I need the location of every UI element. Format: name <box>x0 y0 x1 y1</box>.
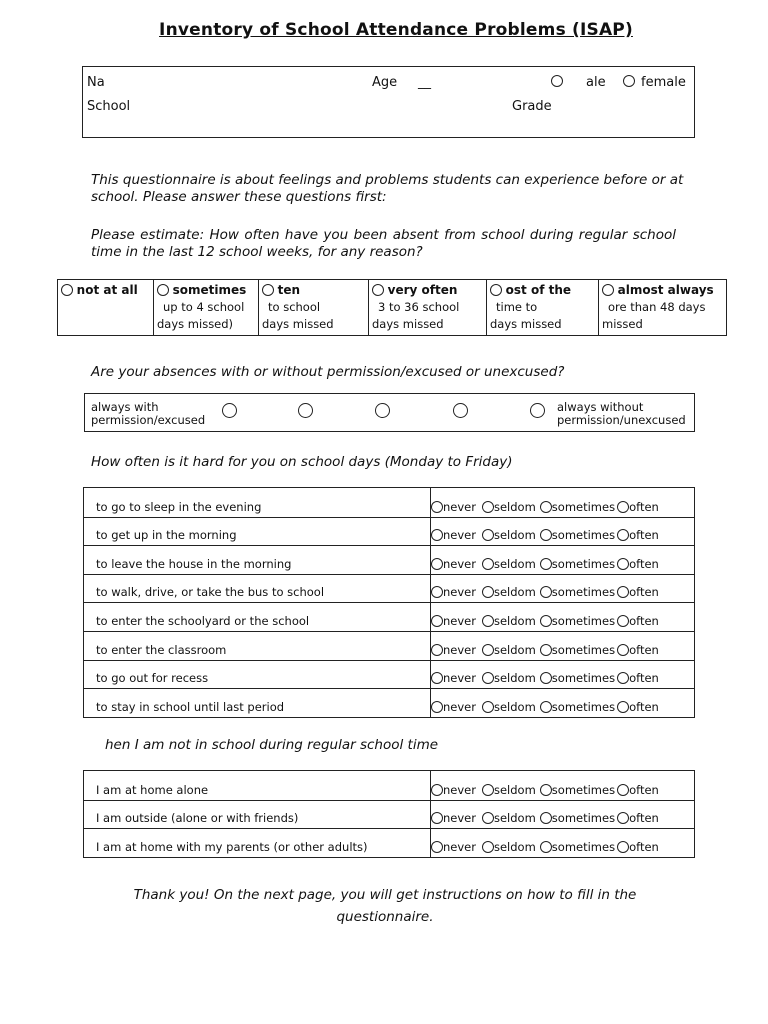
where-option-sometimes[interactable] <box>540 783 615 797</box>
where-option-seldom[interactable] <box>482 840 536 854</box>
option-label: sometimes <box>551 642 616 657</box>
rating-options <box>431 500 661 517</box>
option-label: never <box>443 782 476 797</box>
option-label: often <box>629 585 659 600</box>
question-permission: Are your absences with or without permission/excused or unexcused? <box>91 364 565 380</box>
question-hard: How often is it hard for you on school days (Monday to Friday) <box>91 454 513 470</box>
radio-never[interactable] <box>431 501 443 513</box>
radio-never[interactable] <box>431 644 443 656</box>
radio-often[interactable] <box>617 586 629 598</box>
hard-option-often[interactable] <box>617 643 659 657</box>
where-option-never[interactable] <box>431 783 476 797</box>
option-label: seldom <box>493 671 536 686</box>
radio-sometimes[interactable] <box>540 841 552 853</box>
absence-option-1[interactable] <box>153 280 258 335</box>
rating-options <box>431 783 661 800</box>
female-radio[interactable] <box>623 75 635 87</box>
radio-never[interactable] <box>431 586 443 598</box>
option-label: never <box>443 528 476 543</box>
option-title: almost always <box>617 283 714 297</box>
absence-radio[interactable] <box>157 284 169 296</box>
radio-seldom[interactable] <box>482 841 494 853</box>
option-label: seldom <box>493 499 536 514</box>
hard-option-sometimes[interactable] <box>540 700 615 714</box>
page-title: Inventory of School Attendance Problems (ISAP) <box>159 20 633 40</box>
option-label: seldom <box>493 839 536 854</box>
hard-option-often[interactable] <box>617 557 659 571</box>
radio-often[interactable] <box>617 672 629 684</box>
radio-sometimes[interactable] <box>540 701 552 713</box>
radio-sometimes[interactable] <box>540 615 552 627</box>
hard-option-seldom[interactable] <box>482 585 536 599</box>
hard-option-seldom[interactable] <box>482 557 536 571</box>
hard-option-never[interactable] <box>431 528 476 542</box>
table-row <box>84 688 694 717</box>
permission-radio-5[interactable] <box>530 403 545 418</box>
radio-sometimes[interactable] <box>540 586 552 598</box>
option-title: sometimes <box>172 283 247 297</box>
option-label: never <box>443 671 476 686</box>
radio-sometimes[interactable] <box>540 672 552 684</box>
where-option-sometimes[interactable] <box>540 840 615 854</box>
option-label: never <box>443 556 476 571</box>
option-label: often <box>629 642 659 657</box>
hard-option-seldom[interactable] <box>482 500 536 514</box>
radio-never[interactable] <box>431 701 443 713</box>
where-option-sometimes[interactable] <box>540 811 615 825</box>
radio-never[interactable] <box>431 615 443 627</box>
radio-seldom[interactable] <box>482 558 494 570</box>
table-row <box>84 771 694 800</box>
hard-option-never[interactable] <box>431 500 476 514</box>
option-label: sometimes <box>551 585 616 600</box>
where-option-seldom[interactable] <box>482 783 536 797</box>
table-row <box>84 828 694 857</box>
radio-never[interactable] <box>431 841 443 853</box>
hard-option-never[interactable] <box>431 585 476 599</box>
option-label: sometimes <box>551 782 616 797</box>
table-row <box>84 800 694 829</box>
hard-option-sometimes[interactable] <box>540 671 615 685</box>
option-detail-2: missed <box>602 317 643 331</box>
radio-seldom[interactable] <box>482 529 494 541</box>
option-label: never <box>443 699 476 714</box>
option-title: ost of the <box>505 283 572 297</box>
absence-option-4[interactable] <box>486 280 598 335</box>
permission-radio-1[interactable] <box>222 403 237 418</box>
option-detail: ore than 48 days <box>608 300 706 314</box>
absence-option-0[interactable] <box>57 280 153 335</box>
option-title: ten <box>277 283 301 297</box>
table-row <box>84 545 694 574</box>
rating-options <box>431 643 661 660</box>
item-label: to walk, drive, or take the bus to school <box>84 575 431 603</box>
option-label: sometimes <box>551 699 616 714</box>
option-label: often <box>629 499 659 514</box>
option-label: never <box>443 811 476 826</box>
hard-table <box>83 487 695 718</box>
permission-right-label-2: permission/unexcused <box>557 413 686 427</box>
hard-option-seldom[interactable] <box>482 528 536 542</box>
hard-option-never[interactable] <box>431 643 476 657</box>
hard-option-often[interactable] <box>617 700 659 714</box>
item-label: I am outside (alone or with friends) <box>84 801 431 829</box>
radio-never[interactable] <box>431 812 443 824</box>
option-label: sometimes <box>551 528 616 543</box>
option-label: often <box>629 528 659 543</box>
option-label: sometimes <box>551 499 616 514</box>
option-title: very often <box>387 283 458 297</box>
radio-never[interactable] <box>431 558 443 570</box>
option-detail-2: days missed) <box>157 317 234 331</box>
where-option-often[interactable] <box>617 783 659 797</box>
radio-seldom[interactable] <box>482 644 494 656</box>
where-table <box>83 770 695 858</box>
male-radio[interactable] <box>551 75 563 87</box>
female-label: female <box>641 75 686 90</box>
hard-option-seldom[interactable] <box>482 671 536 685</box>
radio-never[interactable] <box>431 672 443 684</box>
item-label: to go to sleep in the evening <box>84 488 431 517</box>
question-absence: Please estimate: How often have you been absent from school during regular school time in the last 12 school weeks, for any reason? <box>91 227 676 260</box>
radio-seldom[interactable] <box>482 784 494 796</box>
rating-options <box>431 557 661 574</box>
absence-frequency-options <box>57 279 727 336</box>
option-detail: up to 4 school <box>163 300 245 314</box>
absence-radio[interactable] <box>61 284 73 296</box>
option-label: sometimes <box>551 613 616 628</box>
hard-option-sometimes[interactable] <box>540 614 615 628</box>
rating-options <box>431 585 661 602</box>
option-detail-2: days missed <box>372 317 444 331</box>
radio-sometimes[interactable] <box>540 784 552 796</box>
radio-often[interactable] <box>617 701 629 713</box>
option-label: never <box>443 839 476 854</box>
table-row <box>84 660 694 689</box>
option-label: never <box>443 642 476 657</box>
rating-options <box>431 700 661 717</box>
option-label: seldom <box>493 613 536 628</box>
school-label: School <box>87 99 131 114</box>
option-detail-2: days missed <box>262 317 334 331</box>
hard-option-sometimes[interactable] <box>540 500 615 514</box>
item-label: I am at home with my parents (or other adults) <box>84 829 431 857</box>
option-label: often <box>629 699 659 714</box>
option-label: often <box>629 839 659 854</box>
radio-seldom[interactable] <box>482 672 494 684</box>
absence-radio[interactable] <box>490 284 502 296</box>
hard-option-never[interactable] <box>431 700 476 714</box>
radio-seldom[interactable] <box>482 615 494 627</box>
item-label: to go out for recess <box>84 661 431 689</box>
option-title: not at all <box>76 283 138 297</box>
name-label: Na <box>87 75 105 90</box>
item-label: I am at home alone <box>84 771 431 800</box>
permission-left-label-2: permission/excused <box>91 413 206 427</box>
age-label[interactable]: Age <box>372 75 398 90</box>
hard-option-never[interactable] <box>431 671 476 685</box>
hard-option-seldom[interactable] <box>482 614 536 628</box>
hard-option-often[interactable] <box>617 528 659 542</box>
option-label: often <box>629 671 659 686</box>
item-label: to enter the classroom <box>84 632 431 660</box>
hard-option-sometimes[interactable] <box>540 643 615 657</box>
hard-option-sometimes[interactable] <box>540 528 615 542</box>
radio-seldom[interactable] <box>482 701 494 713</box>
rating-options <box>431 811 661 828</box>
option-label: sometimes <box>551 556 616 571</box>
radio-never[interactable] <box>431 529 443 541</box>
option-detail: 3 to 36 school <box>378 300 460 314</box>
thanks-text: Thank you! On the next page, you will get instructions on how to fill in the questionnaire. <box>133 887 637 925</box>
radio-never[interactable] <box>431 784 443 796</box>
hard-option-often[interactable] <box>617 500 659 514</box>
radio-sometimes[interactable] <box>540 644 552 656</box>
option-detail: time to <box>496 300 538 314</box>
item-label: to enter the schoolyard or the school <box>84 603 431 631</box>
option-label: seldom <box>493 811 536 826</box>
radio-often[interactable] <box>617 501 629 513</box>
student-info-box <box>82 66 695 138</box>
where-option-never[interactable] <box>431 811 476 825</box>
table-row <box>84 602 694 631</box>
rating-options <box>431 528 661 545</box>
permission-radio-3[interactable] <box>375 403 390 418</box>
permission-scale <box>84 393 695 432</box>
hard-option-seldom[interactable] <box>482 643 536 657</box>
table-row <box>84 631 694 660</box>
hard-option-often[interactable] <box>617 671 659 685</box>
permission-right-label: always without <box>557 400 644 414</box>
table-row <box>84 517 694 546</box>
radio-often[interactable] <box>617 784 629 796</box>
option-label: sometimes <box>551 671 616 686</box>
radio-seldom[interactable] <box>482 586 494 598</box>
absence-radio[interactable] <box>372 284 384 296</box>
radio-sometimes[interactable] <box>540 501 552 513</box>
permission-left-label: always with <box>91 400 159 414</box>
rating-options <box>431 614 661 631</box>
absence-option-2[interactable] <box>258 280 368 335</box>
absence-option-3[interactable] <box>368 280 486 335</box>
option-label: seldom <box>493 782 536 797</box>
item-label: to stay in school until last period <box>84 689 431 717</box>
hard-option-never[interactable] <box>431 557 476 571</box>
radio-seldom[interactable] <box>482 501 494 513</box>
hard-option-sometimes[interactable] <box>540 557 615 571</box>
permission-radio-2[interactable] <box>298 403 313 418</box>
option-label: often <box>629 613 659 628</box>
hard-option-sometimes[interactable] <box>540 585 615 599</box>
option-label: often <box>629 782 659 797</box>
question-where: hen I am not in school during regular school time <box>105 737 439 753</box>
radio-often[interactable] <box>617 529 629 541</box>
radio-sometimes[interactable] <box>540 812 552 824</box>
permission-radio-4[interactable] <box>453 403 468 418</box>
radio-often[interactable] <box>617 558 629 570</box>
option-label: seldom <box>493 556 536 571</box>
option-label: seldom <box>493 699 536 714</box>
absence-radio[interactable] <box>262 284 274 296</box>
hard-option-never[interactable] <box>431 614 476 628</box>
grade-label: Grade <box>512 99 552 114</box>
radio-often[interactable] <box>617 841 629 853</box>
option-label: sometimes <box>551 839 616 854</box>
item-label: to leave the house in the morning <box>84 546 431 574</box>
option-label: seldom <box>493 585 536 600</box>
table-row <box>84 574 694 603</box>
hard-option-often[interactable] <box>617 614 659 628</box>
where-option-seldom[interactable] <box>482 811 536 825</box>
where-option-never[interactable] <box>431 840 476 854</box>
rating-options <box>431 840 661 857</box>
radio-often[interactable] <box>617 644 629 656</box>
absence-radio[interactable] <box>602 284 614 296</box>
option-label: often <box>629 556 659 571</box>
where-option-often[interactable] <box>617 840 659 854</box>
option-label: never <box>443 585 476 600</box>
table-row <box>84 488 694 517</box>
radio-often[interactable] <box>617 812 629 824</box>
male-label: ale <box>586 75 606 90</box>
hard-option-seldom[interactable] <box>482 700 536 714</box>
option-label: sometimes <box>551 811 616 826</box>
radio-often[interactable] <box>617 615 629 627</box>
rating-options <box>431 671 661 688</box>
radio-sometimes[interactable] <box>540 529 552 541</box>
intro-text: This questionnaire is about feelings and problems students can experience before or at school. Please answer these questions first: <box>91 172 684 205</box>
where-option-often[interactable] <box>617 811 659 825</box>
radio-sometimes[interactable] <box>540 558 552 570</box>
option-detail: to school <box>268 300 321 314</box>
item-label: to get up in the morning <box>84 518 431 546</box>
age-blank[interactable]: __ <box>418 75 431 90</box>
hard-option-often[interactable] <box>617 585 659 599</box>
option-label: seldom <box>493 642 536 657</box>
radio-seldom[interactable] <box>482 812 494 824</box>
option-label: seldom <box>493 528 536 543</box>
option-label: never <box>443 613 476 628</box>
option-label: often <box>629 811 659 826</box>
absence-option-5[interactable] <box>598 280 727 335</box>
option-detail-2: days missed <box>490 317 562 331</box>
option-label: never <box>443 499 476 514</box>
